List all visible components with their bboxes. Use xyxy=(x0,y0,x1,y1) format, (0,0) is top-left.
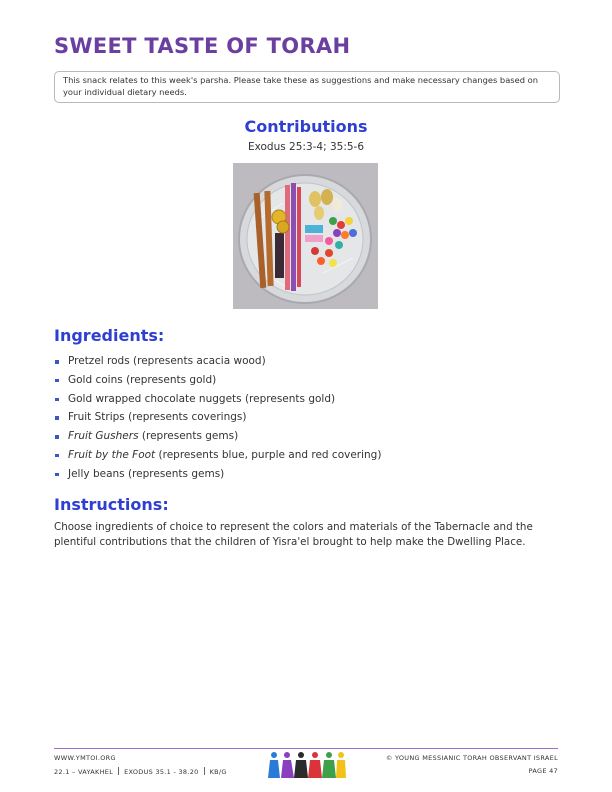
footer-separator xyxy=(204,767,205,775)
dietary-note: This snack relates to this week's parsha. Please take these as suggestions and make necessary changes based on your individual dietary needs. xyxy=(54,71,560,103)
bullet-icon xyxy=(55,416,59,420)
section-title: Contributions xyxy=(244,117,368,136)
bullet-icon xyxy=(55,360,59,364)
instructions-text: Choose ingredients of choice to represent the colors and materials of the Tabernacle and the plentiful contributions that the children of Yisra'el brought to help make the Dwelling Place. xyxy=(54,521,533,549)
list-item: Pretzel rods (represents acacia wood) xyxy=(54,352,381,371)
instructions-heading: Instructions: xyxy=(54,495,169,514)
bullet-icon xyxy=(55,473,59,477)
list-item: Jelly beans (represents gems) xyxy=(54,465,381,484)
ingredients-heading: Ingredients: xyxy=(54,326,165,345)
list-item: Fruit by the Foot (represents blue, purple and red covering) xyxy=(54,446,381,465)
snack-photo xyxy=(233,163,378,309)
footer-parsha-info: 22.1 – VAYAKHEL EXODUS 35.1 - 38.20 KB/G xyxy=(54,768,227,776)
ymtoi-logo xyxy=(268,750,346,784)
list-item: Gold wrapped chocolate nuggets (represents gold) xyxy=(54,390,381,409)
bullet-icon xyxy=(55,454,59,458)
list-item: Fruit Strips (represents coverings) xyxy=(54,408,381,427)
footer-divider xyxy=(54,748,558,749)
footer-website: WWW.YMTOI.ORG xyxy=(54,754,116,762)
scripture-reference: Exodus 25:3-4; 35:5-6 xyxy=(247,141,365,153)
page-title: SWEET TASTE OF TORAH xyxy=(54,34,351,58)
footer-copyright: © YOUNG MESSIANIC TORAH OBSERVANT ISRAEL xyxy=(385,754,558,762)
footer-separator xyxy=(118,767,119,775)
bullet-icon xyxy=(55,379,59,383)
list-item: Gold coins (represents gold) xyxy=(54,371,381,390)
ingredients-list xyxy=(54,352,381,484)
list-item: Fruit Gushers (represents gems) xyxy=(54,427,381,446)
bullet-icon xyxy=(55,398,59,402)
bullet-icon xyxy=(55,435,59,439)
footer-page-number: PAGE 47 xyxy=(528,767,558,775)
